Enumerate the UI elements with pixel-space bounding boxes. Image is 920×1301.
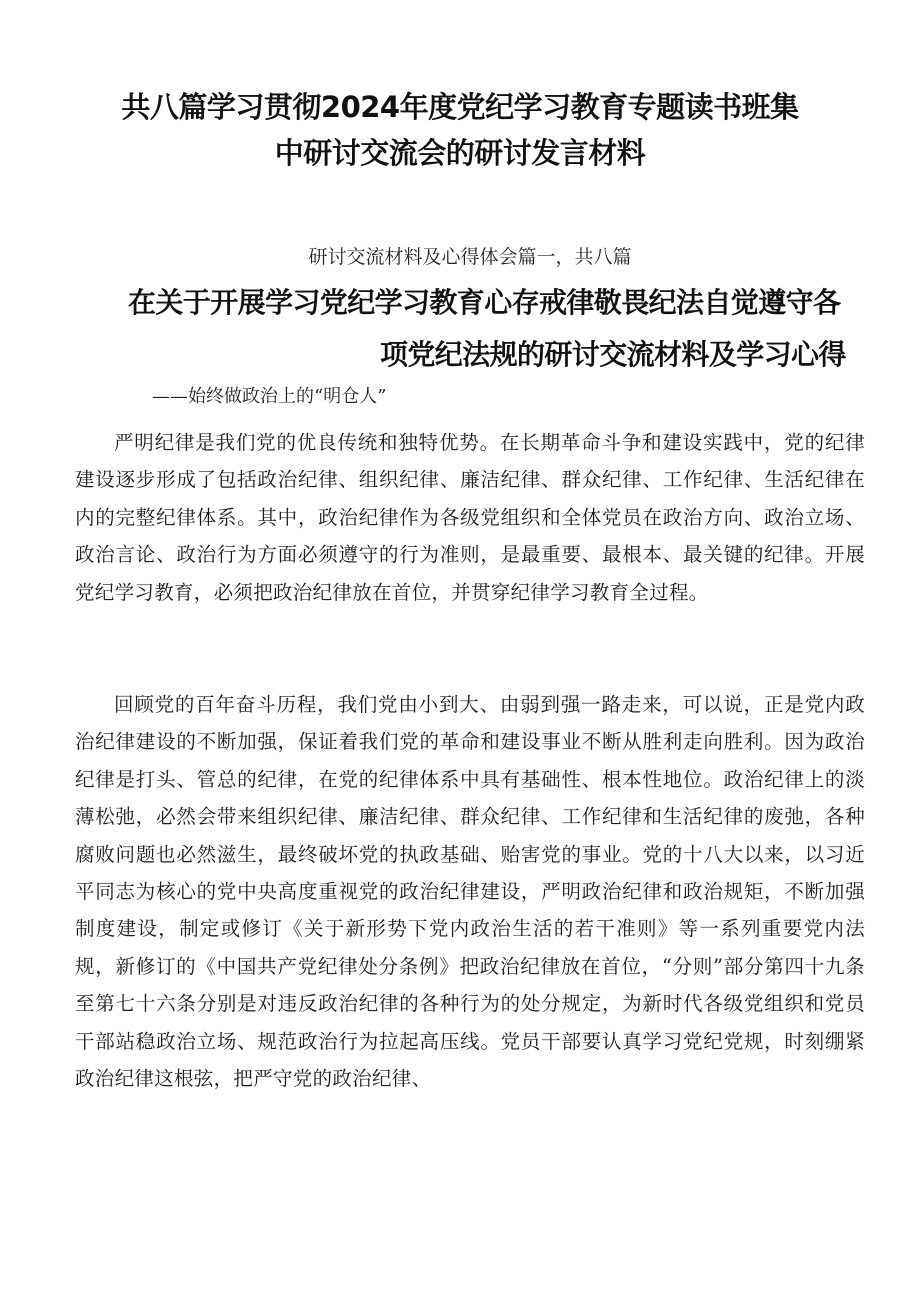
document-title-line-1: 共八篇学习贯彻2024年度党纪学习教育专题读书班集 xyxy=(121,90,799,124)
section-subtitle: 研讨交流材料及心得体会篇一，共八篇 xyxy=(308,246,632,268)
document-title-line-2: 中研讨交流会的研讨发言材料 xyxy=(274,136,646,170)
body-paragraph-1: 严明纪律是我们党的优良传统和独特优势。在长期革命斗争和建设实践中，党的纪律建设逐步形成了包括政治纪律、组织纪律、廉洁纪律、群众纪律、工作纪律、生活纪律在内的完整纪律体系。其中，政治纪律作为各级党组织和全体党员在政治方向、政治立场、政治言论、政治行为方面必须遵守的行为准则，是最重要、最根本、最关键的纪律。开展党纪学习教育，必须把政治纪律放在首位，并贯穿纪律学习教育全过程。 xyxy=(75,431,865,604)
section-heading-line-1: 在关于开展学习党纪学习教育心存戒律敬畏纪法自觉遵守各 xyxy=(128,286,841,319)
section-byline: ——始终做政治上的“明仓人” xyxy=(152,386,387,407)
body-paragraph-2: 回顾党的百年奋斗历程，我们党由小到大、由弱到强一路走来，可以说，正是党内政治纪律建设的不断加强，保证着我们党的革命和建设事业不断从胜利走向胜利。因为政治纪律是打头、管总的纪律，在党的纪律体系中具有基础性、根本性地位。政治纪律上的淡薄松弛，必然会带来组织纪律、廉洁纪律、群众纪律、工作纪律和生活纪律的废弛，各种腐败问题也必然滋生，最终破坏党的执政基础、贻害党的事业。党的十八大以来，以习近平同志为核心的党中央高度重视党的政治纪律建设，严明政治纪律和政治规矩，不断加强制度建设，制定或修订《关于新形势下党内政治生活的若干准则》等一系列重要党内法规，新修订的《中国共产党纪律处分条例》把政治纪律放在首位，“分则”部分第四十九条至第七十六条分别是对违反政治纪律的各种行为的处分规定，为新时代各级党组织和党员干部站稳政治立场、规范政治行为拉起高压线。党员干部要认真学习党纪党规，时刻绷紧政治纪律这根弦，把严守党的政治纪律、 xyxy=(75,693,865,1091)
section-heading-line-2: 项党纪法规的研讨交流材料及学习心得 xyxy=(380,338,846,371)
